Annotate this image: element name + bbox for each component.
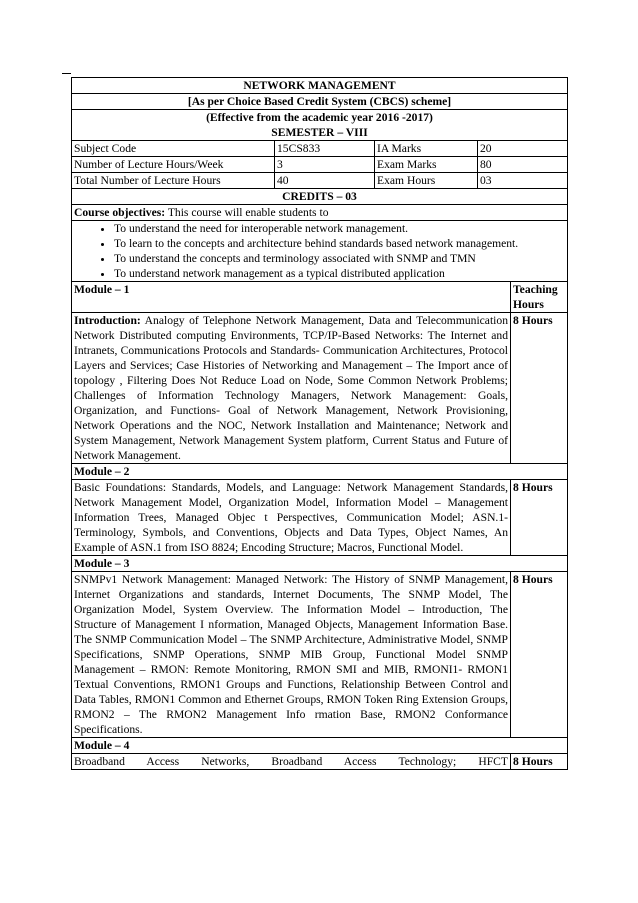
info-row-3 (72, 173, 568, 189)
module-1-heading: Module – 1 (72, 282, 511, 313)
margin-mark (62, 73, 71, 74)
objectives-intro: This course will enable students to (165, 206, 329, 219)
module-1-text: Analogy of Telephone Network Management, Data and Telecommunication Network Distributed computing Environments, TCP/IP-Based Networks: The Internet and Intranets, Communications Protocols and Standards- Communication Architectures, Protocol Layers and Services; Case Histories of Networking and Management – The Import ance of topology , Filtering Does Not Reduce Load on Node, Some Common Network Problems; Challenges of Information Technology Managers, Network Management: Goals, Organization, and Functions- Goal of Network Management, Network Provisioning, Network Operations and the NOC, Network Installation and Maintenance; Network and System Management, Network Management System platform, Current Status and Future of Network Management. (74, 314, 508, 462)
objectives-cell (72, 205, 568, 221)
module-2-heading-row (72, 464, 568, 480)
lecture-hours-week-value: 3 (275, 157, 375, 173)
objective-item: • To understand the need for interoperable network management. (114, 221, 565, 236)
ia-marks-value: 20 (478, 141, 568, 157)
credits-row (72, 189, 568, 205)
module-3-content-row (72, 572, 568, 738)
effective-semester (72, 110, 568, 141)
module-4-content-row (72, 754, 568, 770)
total-hours-label: Total Number of Lecture Hours (72, 173, 275, 189)
teaching-hours-header: Teaching Hours (511, 282, 568, 313)
module-4-hours: 8 Hours (511, 754, 568, 770)
module-4-heading-row (72, 738, 568, 754)
module-1-lead: Introduction: (74, 314, 141, 327)
module-1-content (72, 313, 511, 464)
objectives-list-row (72, 221, 568, 282)
effective-row (72, 110, 568, 141)
scheme-row (72, 94, 568, 110)
credits-text: CREDITS – 03 (72, 189, 568, 205)
module-3-heading: Module – 3 (72, 556, 568, 572)
exam-marks-label: Exam Marks (375, 157, 478, 173)
subject-code-label: Subject Code (72, 141, 275, 157)
info-row-1 (72, 141, 568, 157)
objective-item: • To understand network management as a typical distributed application (114, 266, 565, 281)
module-3-content: SNMPv1 Network Management: Managed Network: The History of SNMP Management, Internet Organizations and standards, Internet Documents, The SNMP Model, The Organization Model, System Overview. The Information Model – Introduction, The Structure of Management I nformation, Managed Objects, Management Information Base. The SNMP Communication Model – The SNMP Architecture, Administrative Model, SNMP Specifications, SNMP Operations, SNMP MIB Group, Functional Model SNMP Management – RMON: Remote Monitoring, RMON SMI and MIB, RMONI1- RMON1 Textual Conventions, RMON1 Groups and Functions, Relationship Between Control and Data Tables, RMON1 Common and Ethernet Groups, RMON Token Ring Extension Groups, RMON2 – The RMON2 Management Info rmation Base, RMON2 Conformance Specifications. (72, 572, 511, 738)
semester-text: SEMESTER – VIII (271, 126, 368, 139)
exam-hours-value: 03 (478, 173, 568, 189)
title-row (72, 78, 568, 94)
objectives-label: Course objectives: (74, 206, 166, 219)
module-4-heading: Module – 4 (72, 738, 568, 754)
total-hours-value: 40 (275, 173, 375, 189)
subject-code-value: 15CS833 (275, 141, 375, 157)
syllabus-table (71, 77, 568, 770)
module-2-content-row (72, 480, 568, 556)
module-2-content: Basic Foundations: Standards, Models, and Language: Network Management Standards, Network Management Model, Organization Model, Information Model – Management Information Trees, Managed Objec t Perspectives, Communication Model; ASN.1- Terminology, Symbols, and Conventions, Objects and Data Types, Object Names, An Example of ASN.1 from ISO 8824; Encoding Structure; Macros, Functional Model. (72, 480, 511, 556)
module-1-heading-row (72, 282, 568, 313)
module-2-heading: Module – 2 (72, 464, 568, 480)
course-title: NETWORK MANAGEMENT (72, 78, 568, 94)
module-4-content: Broadband Access Networks, Broadband Access Technology; HFCT (72, 754, 511, 770)
module-3-heading-row (72, 556, 568, 572)
objectives-list (74, 221, 565, 281)
module-2-hours: 8 Hours (511, 480, 568, 556)
lecture-hours-week-label: Number of Lecture Hours/Week (72, 157, 275, 173)
objective-item: • To understand the concepts and terminology associated with SNMP and TMN (114, 251, 565, 266)
effective-text: (Effective from the academic year 2016 -2017) (206, 111, 433, 124)
exam-hours-label: Exam Hours (375, 173, 478, 189)
scheme-text: [As per Choice Based Credit System (CBCS) scheme] (72, 94, 568, 110)
module-3-hours: 8 Hours (511, 572, 568, 738)
module-1-content-row (72, 313, 568, 464)
objectives-list-cell (72, 221, 568, 282)
objectives-row (72, 205, 568, 221)
objective-item: • To learn to the concepts and architecture behind standards based network management. (114, 236, 565, 251)
info-row-2 (72, 157, 568, 173)
module-1-hours: 8 Hours (511, 313, 568, 464)
exam-marks-value: 80 (478, 157, 568, 173)
ia-marks-label: IA Marks (375, 141, 478, 157)
